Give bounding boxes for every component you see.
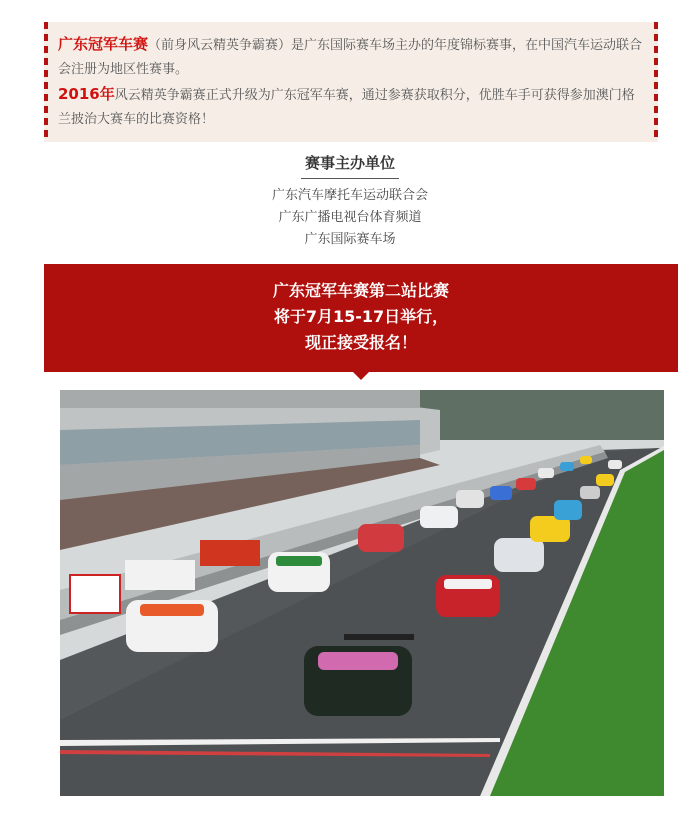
banner-line-3: 现正接受报名！ xyxy=(304,333,417,352)
announcement-banner xyxy=(44,264,678,372)
intro-highlight-year: 2016年 xyxy=(58,85,115,103)
banner-line-2: 将于7月15-17日举行， xyxy=(273,307,449,326)
organizers-section xyxy=(0,152,700,251)
intro-paragraph-1: （前身风云精英争霸赛）是广东国际赛车场主办的年度锦标赛事，在中国汽车运动联合会注册为地区性赛事。 xyxy=(58,38,643,77)
intro-right-border xyxy=(654,22,658,142)
organizer-item: 广东国际赛车场 xyxy=(304,232,396,247)
organizers-title: 赛事主办单位 xyxy=(301,152,399,179)
banner-line-1: 广东冠军车赛第二站比赛 xyxy=(272,281,449,300)
intro-box xyxy=(44,22,658,142)
organizers-list xyxy=(0,185,700,251)
organizer-item: 广东广播电视台体育频道 xyxy=(278,210,422,225)
intro-left-border xyxy=(44,22,48,142)
intro-highlight-event: 广东冠军车赛 xyxy=(58,35,149,53)
banner-pointer xyxy=(353,372,369,380)
intro-paragraph-2: 风云精英争霸赛正式升级为广东冠军车赛，通过参赛获取积分，优胜车手可获得参加澳门格兰披治大赛车的比赛资格！ xyxy=(58,88,635,127)
organizer-item: 广东汽车摩托车运动联合会 xyxy=(271,188,428,203)
intro-text xyxy=(58,32,644,132)
race-grid-photo xyxy=(60,390,664,796)
